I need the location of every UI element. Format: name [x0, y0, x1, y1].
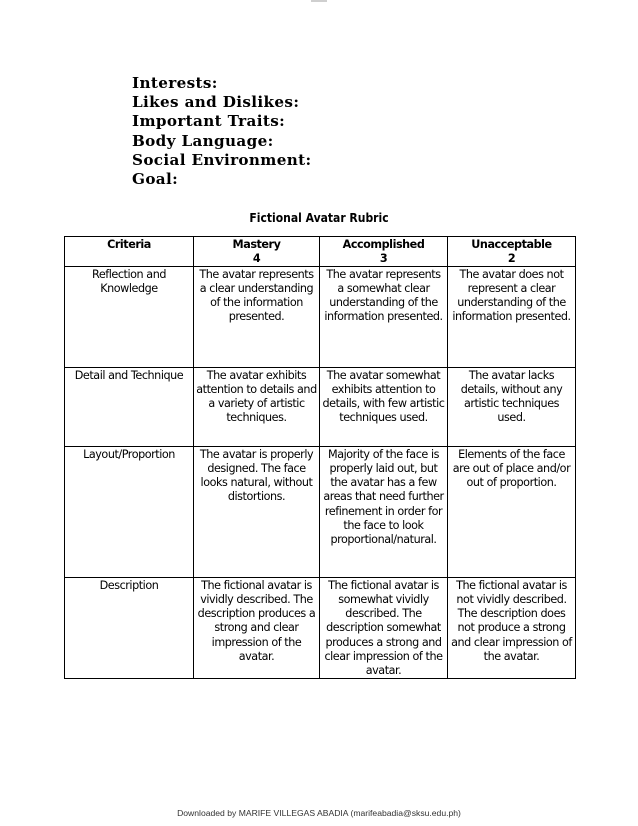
- field-body-language: Body Language:: [132, 131, 274, 150]
- mastery-cell: The avatar is properly designed. The face looks natural, without distortions.: [194, 447, 320, 578]
- unacceptable-cell: Elements of the face are out of place and/or out of proportion.: [448, 447, 576, 578]
- rubric-title: Fictional Avatar Rubric: [249, 211, 389, 225]
- criteria-cell: Reflection and Knowledge: [65, 267, 194, 368]
- unacceptable-cell: The avatar does not represent a clear understanding of the information presented.: [448, 267, 576, 368]
- criteria-cell: Layout/Proportion: [65, 447, 194, 578]
- header-accomplished: Accomplished 3: [320, 237, 448, 267]
- criteria-cell: Detail and Technique: [65, 368, 194, 447]
- accomplished-cell: The fictional avatar is somewhat vividly described. The description somewhat produces a strong and clear impression of the avatar.: [320, 578, 448, 679]
- unacceptable-cell: The fictional avatar is not vividly described. The description does not produce a strong and clear impression of the avatar.: [448, 578, 576, 679]
- accomplished-cell: The avatar represents a somewhat clear understanding of the information presented.: [320, 267, 448, 368]
- table-row: [65, 447, 576, 578]
- rubric-header-row: [65, 237, 576, 267]
- download-footer: Downloaded by MARIFE VILLEGAS ABADIA (marifeabadia@sksu.edu.ph): [177, 808, 461, 818]
- top-edge-mark: [311, 0, 327, 2]
- criteria-cell: Description: [65, 578, 194, 679]
- field-interests: Interests:: [132, 74, 218, 92]
- header-mastery: Mastery 4: [194, 237, 320, 267]
- header-unacceptable: Unacceptable 2: [448, 237, 576, 267]
- field-likes-dislikes: Likes and Dislikes:: [132, 93, 300, 112]
- table-row: [65, 267, 576, 368]
- field-social-environment: Social Environment:: [132, 150, 312, 169]
- mastery-cell: The fictional avatar is vividly described. The description produces a strong and clear impression of the avatar.: [194, 578, 320, 679]
- mastery-cell: The avatar exhibits attention to details and a variety of artistic techniques.: [194, 368, 320, 447]
- mastery-cell: The avatar represents a clear understanding of the information presented.: [194, 267, 320, 368]
- character-fields-list: [132, 74, 311, 189]
- accomplished-cell: Majority of the face is properly laid out, but the avatar has a few areas that need further refinement in order for the face to look proportional/natural.: [320, 447, 448, 578]
- field-important-traits: Important Traits:: [132, 112, 286, 131]
- header-criteria: Criteria: [65, 237, 194, 267]
- table-row: [65, 578, 576, 679]
- rubric-table: [64, 236, 576, 679]
- accomplished-cell: The avatar somewhat exhibits attention to details, with few artistic techniques used.: [320, 368, 448, 447]
- unacceptable-cell: The avatar lacks details, without any artistic techniques used.: [448, 368, 576, 447]
- table-row: [65, 368, 576, 447]
- field-goal: Goal:: [132, 170, 179, 189]
